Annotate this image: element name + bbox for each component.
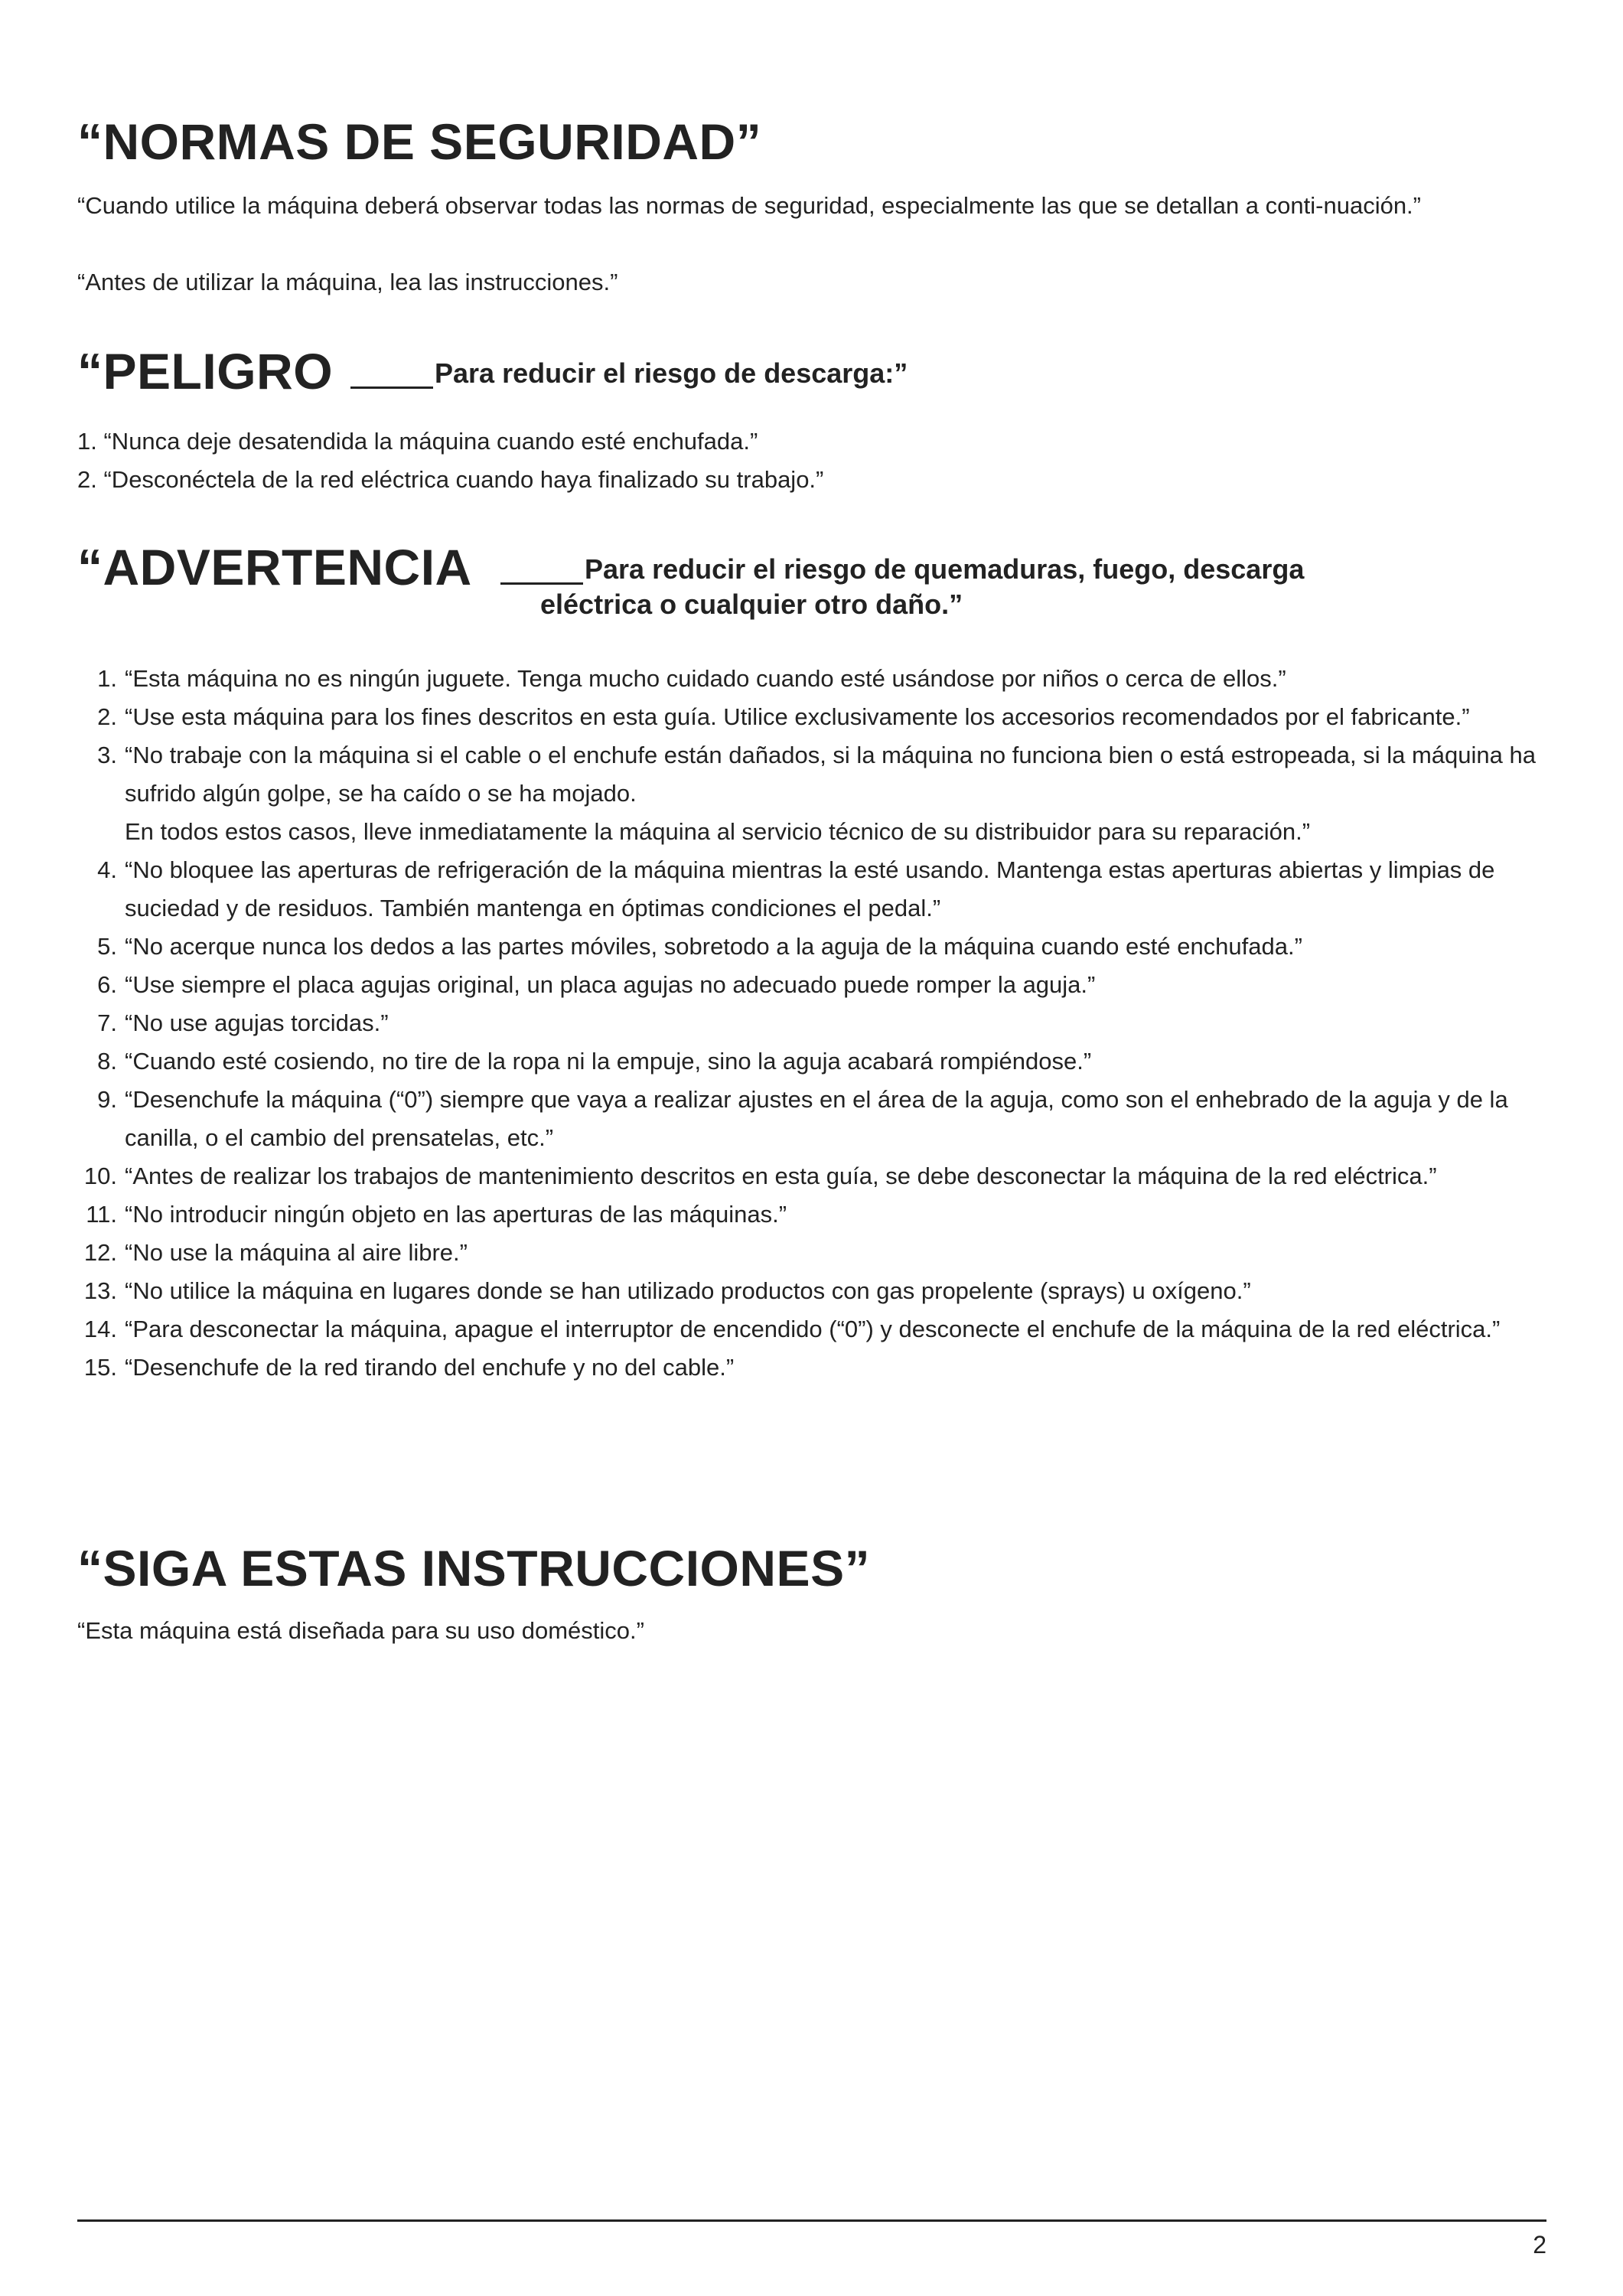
list-item — [97, 928, 1546, 966]
list-item — [97, 1042, 1546, 1081]
warning-list — [83, 660, 1546, 1387]
item-number: 10. — [83, 1163, 117, 1189]
item-text: “Desconéctela de la red eléctrica cuando haya finalizado su trabajo.” — [103, 466, 824, 493]
item-text: “No trabaje con la máquina si el cable o el enchufe están dañados, si la máquina no funciona bien o está estropeada, si la máquina ha sufrido algún golpe, se ha caído o se ha mojado. — [125, 742, 1536, 807]
list-item — [97, 660, 1546, 698]
safety-intro: “Cuando utilice la máquina deberá observar todas las normas de seguridad, especialmente las que se detallan a conti-nuación.” — [77, 192, 1421, 219]
item-number: 15. — [83, 1354, 117, 1381]
list-item — [86, 1195, 1546, 1234]
item-number: 12. — [83, 1239, 117, 1266]
item-text: “Use esta máquina para los fines descritos en esta guía. Utilice exclusivamente los accesorios recomendados por el fabricante.” — [125, 703, 1470, 730]
list-item — [97, 1004, 1546, 1042]
item-number: 8. — [97, 1048, 117, 1075]
list-item — [97, 698, 1546, 736]
item-number: 13. — [83, 1277, 117, 1304]
item-number: 6. — [97, 971, 117, 998]
warning-title-rule — [500, 582, 583, 585]
warning-subtitle-line1: Para reducir el riesgo de quemaduras, fuego, descarga — [585, 553, 1305, 585]
item-number: 2. — [77, 466, 97, 493]
item-text: “No use la máquina al aire libre.” — [125, 1239, 468, 1266]
list-item — [97, 1081, 1546, 1157]
list-item — [97, 851, 1546, 928]
item-text: “Nunca deje desatendida la máquina cuando esté enchufada.” — [103, 428, 758, 455]
item-text: “No acerque nunca los dedos a las partes móviles, sobretodo a la aguja de la máquina cuando esté enchufada.” — [125, 933, 1302, 960]
safety-title: “NORMAS DE SEGURIDAD” — [77, 113, 762, 170]
page-number: 2 — [1533, 2231, 1546, 2258]
item-text: “Antes de realizar los trabajos de mantenimiento descritos en esta guía, se debe desconectar la máquina de la red eléctrica.” — [125, 1163, 1437, 1189]
item-text: “No bloquee las aperturas de refrigeración de la máquina mientras la esté usando. Mantenga estas aperturas abiertas y limpias de suciedad y de residuos. También mantenga en óptimas condiciones el pedal.” — [125, 856, 1495, 921]
item-number: 9. — [97, 1086, 117, 1113]
item-text: “Desenchufe de la red tirando del enchufe y no del cable.” — [125, 1354, 735, 1381]
item-number: 11. — [86, 1201, 117, 1228]
list-item — [83, 1349, 1546, 1387]
item-number: 7. — [97, 1009, 117, 1036]
list-item — [97, 966, 1546, 1004]
item-number: 4. — [97, 856, 117, 883]
item-number: 14. — [83, 1316, 117, 1342]
item-text-extra: En todos estos casos, lleve inmediatamente la máquina al servicio técnico de su distribuidor para su reparación.” — [125, 818, 1311, 845]
item-text: “No use agujas torcidas.” — [125, 1009, 389, 1036]
safety-intro-2: “Antes de utilizar la máquina, lea las instrucciones.” — [77, 269, 618, 295]
item-text: “Esta máquina no es ningún juguete. Tenga mucho cuidado cuando esté usándose por niños o cerca de ellos.” — [125, 665, 1286, 692]
list-item — [77, 422, 1546, 461]
list-item — [83, 1234, 1546, 1272]
follow-text: “Esta máquina está diseñada para su uso doméstico.” — [77, 1617, 644, 1644]
danger-list — [77, 422, 1546, 499]
item-number: 1. — [97, 665, 117, 692]
item-text: “Use siempre el placa agujas original, un placa agujas no adecuado puede romper la aguja.” — [125, 971, 1096, 998]
follow-title: “SIGA ESTAS INSTRUCCIONES” — [77, 1540, 871, 1596]
item-text: “Desenchufe la máquina (“0”) siempre que vaya a realizar ajustes en el área de la aguja, como son el enhebrado de la aguja y de la canilla, o el cambio del prensatelas, etc.” — [125, 1086, 1508, 1151]
item-text: “Cuando esté cosiendo, no tire de la ropa ni la empuje, sino la aguja acabará rompiéndose.” — [125, 1048, 1092, 1075]
item-number: 1. — [77, 428, 97, 455]
item-number: 2. — [97, 703, 117, 730]
list-item — [97, 736, 1546, 851]
item-number: 3. — [97, 742, 117, 768]
warning-subtitle-line2: eléctrica o cualquier otro daño.” — [540, 589, 963, 620]
item-number: 5. — [97, 933, 117, 960]
danger-subtitle: Para reducir el riesgo de descarga:” — [435, 357, 908, 389]
item-text: “Para desconectar la máquina, apague el interruptor de encendido (“0”) y desconecte el enchufe de la máquina de la red eléctrica.” — [125, 1316, 1501, 1342]
list-item — [83, 1272, 1546, 1310]
item-text: “No introducir ningún objeto en las aperturas de las máquinas.” — [125, 1201, 787, 1228]
danger-title-rule — [350, 386, 433, 389]
list-item — [83, 1310, 1546, 1349]
list-item — [83, 1157, 1546, 1195]
list-item — [77, 461, 1546, 499]
warning-title: “ADVERTENCIA — [77, 539, 472, 595]
footer-rule — [77, 2219, 1546, 2222]
danger-title: “PELIGRO — [77, 343, 334, 400]
item-text: “No utilice la máquina en lugares donde se han utilizado productos con gas propelente (sprays) u oxígeno.” — [125, 1277, 1251, 1304]
